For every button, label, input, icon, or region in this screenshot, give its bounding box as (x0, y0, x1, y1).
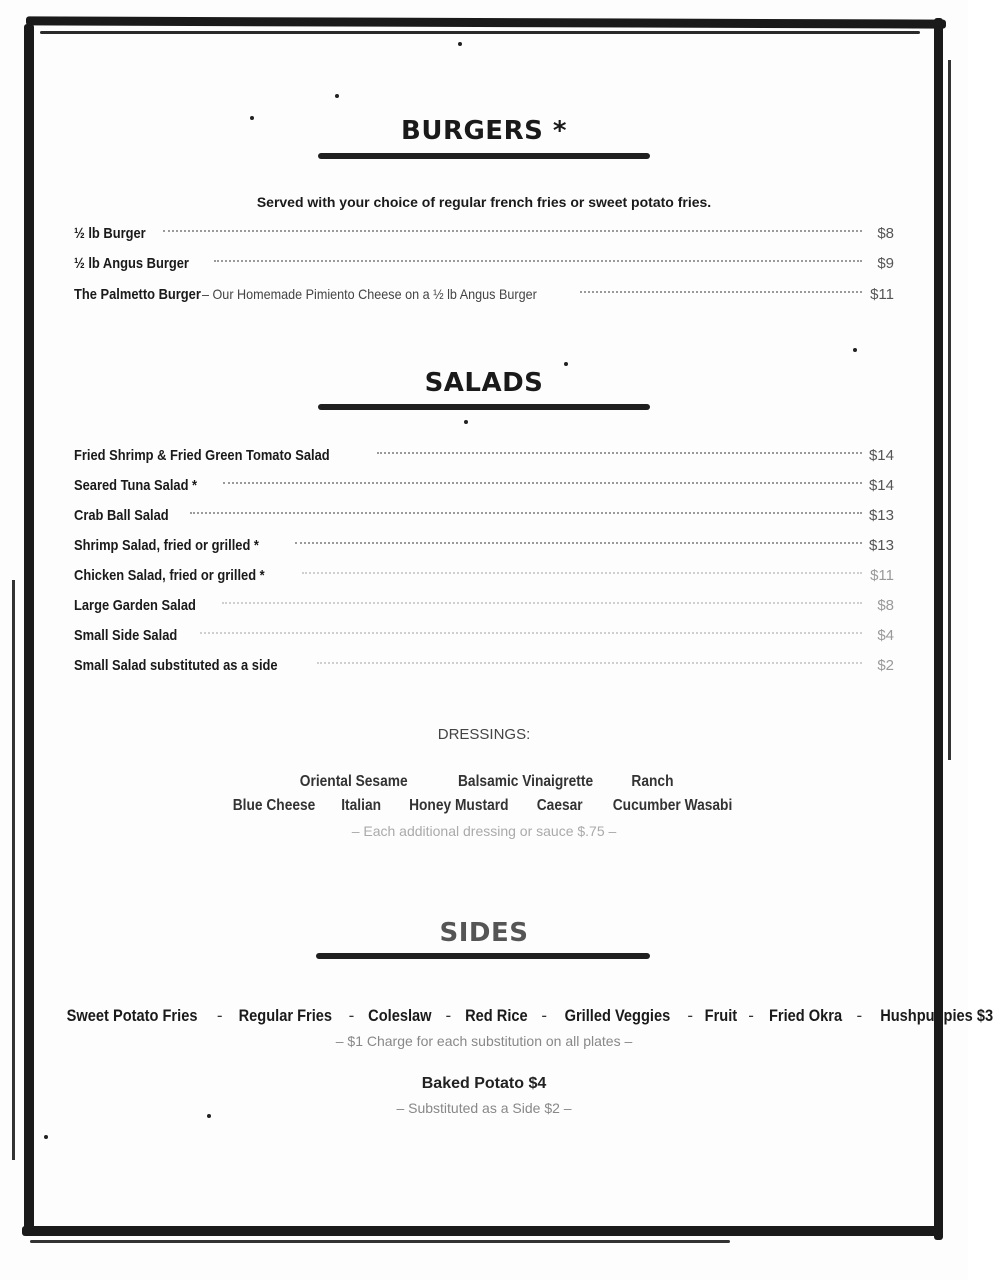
dot-leader (163, 230, 862, 232)
item-name: ½ lb Burger (74, 225, 146, 242)
side-item: Fried Okra (768, 1006, 842, 1025)
sides-title-underline (316, 953, 650, 959)
sides-list (58, 1006, 993, 1026)
side-separator: - (748, 1006, 754, 1025)
salads-title-underline (318, 404, 650, 410)
dot-leader (317, 662, 862, 664)
dot-leader (222, 602, 862, 604)
frame-border-top-inner (40, 31, 920, 34)
frame-border-bottom (22, 1226, 942, 1236)
frame-border-left-outer (12, 580, 15, 1160)
dressing-name: Oriental Sesame (299, 773, 408, 790)
menu-item (74, 471, 894, 501)
dressing-name: Blue Cheese (232, 797, 316, 814)
side-item: Regular Fries (238, 1006, 333, 1025)
baked-potato-note: – Substituted as a Side $2 – (396, 1100, 572, 1116)
item-name: Crab Ball Salad (74, 507, 169, 524)
side-item: Hushpuppies $3 (880, 1006, 993, 1025)
menu-item (74, 219, 894, 249)
frame-border-right-outer (948, 60, 951, 760)
dressing-name: Caesar (536, 797, 583, 814)
item-name: ½ lb Angus Burger (74, 255, 189, 272)
item-price: $9 (877, 255, 894, 272)
burgers-title-underline (318, 153, 650, 159)
menu-item (74, 531, 894, 561)
dressing-name: Italian (341, 797, 382, 814)
item-price: $14 (868, 447, 894, 464)
menu-item (74, 441, 894, 471)
burgers-list (74, 219, 894, 309)
dot-leader (200, 632, 862, 634)
dot-leader (295, 542, 862, 544)
scan-speck (853, 348, 857, 352)
side-item: Sweet Potato Fries (66, 1006, 198, 1025)
sides-title: SIDES (439, 918, 529, 948)
dressings-row-1 (0, 773, 968, 791)
salads-title: SALADS (424, 368, 544, 398)
sides-note: – $1 Charge for each substitution on all plates – (335, 1033, 633, 1049)
dressing-name: Balsamic Vinaigrette (457, 773, 593, 790)
dot-leader (214, 260, 862, 262)
item-price: $14 (868, 477, 894, 494)
baked-potato: Baked Potato $4 (421, 1075, 547, 1092)
side-item: Red Rice (464, 1006, 528, 1025)
dot-leader (377, 452, 862, 454)
menu-item (74, 501, 894, 531)
item-price: $13 (868, 537, 894, 554)
item-name: Seared Tuna Salad * (74, 477, 198, 494)
burgers-subtitle: Served with your choice of regular french fries or sweet potato fries. (256, 194, 712, 210)
side-separator: - (216, 1006, 223, 1025)
side-item: Fruit (704, 1006, 737, 1025)
scan-speck (458, 42, 462, 46)
item-price: $11 (870, 567, 894, 584)
dressing-name: Honey Mustard (409, 797, 509, 814)
item-price: $8 (877, 597, 894, 614)
frame-border-top (26, 16, 946, 28)
dressings-label: DRESSINGS: (437, 726, 531, 743)
side-separator: - (856, 1006, 863, 1025)
item-price: $11 (870, 286, 894, 303)
burgers-title: BURGERS * (401, 116, 567, 146)
item-price: $4 (877, 627, 894, 644)
menu-item (74, 279, 894, 309)
item-name: Shrimp Salad, fried or grilled * (74, 537, 259, 554)
item-name: Chicken Salad, fried or grilled * (74, 567, 265, 584)
menu-item (74, 591, 894, 621)
menu-item (74, 249, 894, 279)
item-price: $2 (877, 657, 894, 674)
side-separator: - (445, 1006, 452, 1025)
menu-item (74, 621, 894, 651)
dot-leader (190, 512, 862, 514)
item-description: – Our Homemade Pimiento Cheese on a ½ lb Angus Burger (201, 286, 537, 302)
scan-speck (335, 94, 339, 98)
menu-item (74, 651, 894, 681)
item-name: Small Side Salad (74, 627, 178, 644)
dot-leader (302, 572, 862, 574)
item-price: $8 (877, 225, 894, 242)
side-item: Grilled Veggies (564, 1006, 671, 1025)
item-name: The Palmetto Burger (74, 286, 201, 303)
side-separator: - (348, 1006, 355, 1025)
salads-list (74, 441, 894, 681)
dot-leader (580, 291, 862, 293)
scan-speck (464, 420, 468, 424)
side-item: Coleslaw (368, 1006, 432, 1025)
dressings-note: – Each additional dressing or sauce $.75 – (351, 823, 617, 839)
item-name: Fried Shrimp & Fried Green Tomato Salad (74, 447, 330, 464)
item-name: Small Salad substituted as a side (74, 657, 278, 674)
side-separator: - (541, 1006, 548, 1025)
dressing-name: Ranch (631, 773, 674, 790)
side-separator: - (687, 1006, 694, 1025)
item-name: Large Garden Salad (74, 597, 196, 614)
item-price: $13 (868, 507, 894, 524)
dressings-row-2 (0, 797, 968, 815)
dressing-name: Cucumber Wasabi (612, 797, 733, 814)
scan-speck (564, 362, 568, 366)
scan-speck (44, 1135, 48, 1139)
frame-border-bottom-inner (30, 1240, 730, 1243)
dot-leader (223, 482, 862, 484)
menu-item (74, 561, 894, 591)
